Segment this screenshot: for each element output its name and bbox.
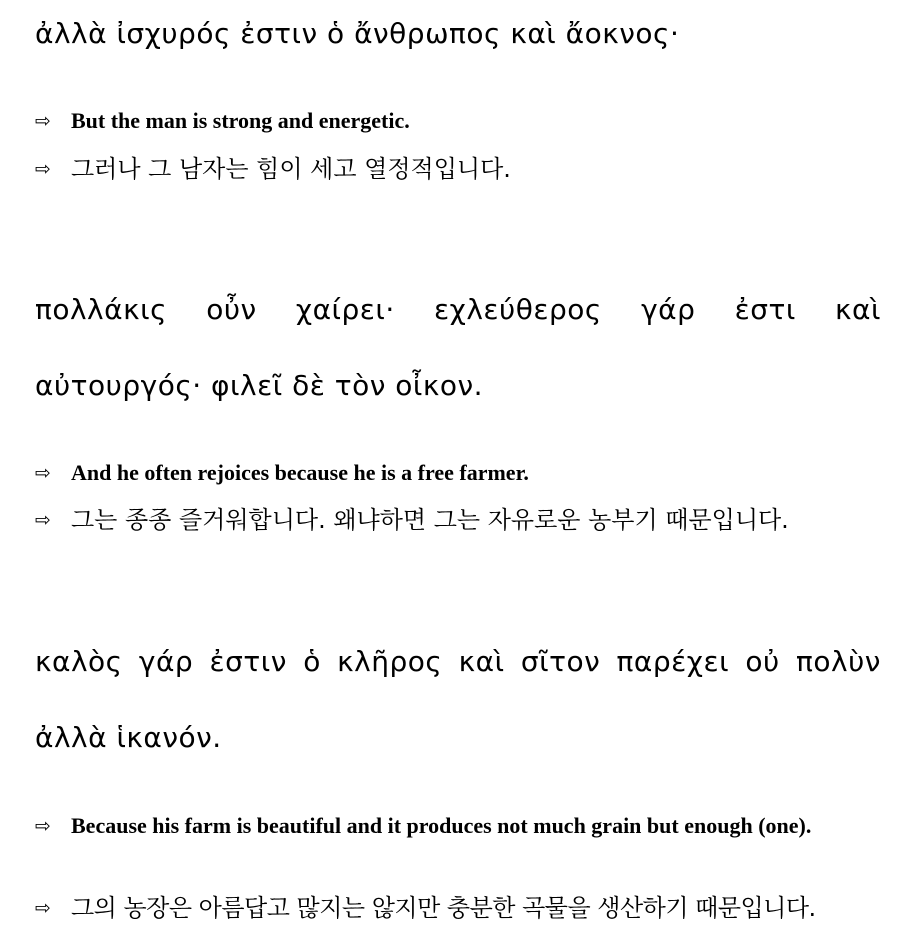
greek-word: καλὸς — [35, 645, 123, 678]
korean-translation-row — [35, 503, 885, 537]
english-translation-row — [35, 809, 885, 843]
greek-line: αὐτουργός· φιλεῖ δὲ τὸν οἶκον. — [35, 369, 484, 402]
korean-translation-row — [35, 891, 885, 925]
greek-word: οὐ — [745, 645, 780, 678]
arrow-icon: ⇨ — [35, 462, 51, 484]
greek-word: καὶ — [458, 645, 505, 678]
greek-line — [35, 644, 881, 680]
arrow-icon: ⇨ — [35, 110, 51, 132]
korean-translation-row — [35, 152, 885, 186]
greek-word: καὶ — [835, 293, 881, 326]
english-translation-row — [35, 456, 885, 490]
greek-word: γάρ — [138, 645, 194, 678]
greek-word: εχλεύθερος — [434, 293, 602, 326]
arrow-icon: ⇨ — [35, 509, 51, 531]
arrow-icon: ⇨ — [35, 815, 51, 837]
english-translation: But the man is strong and energetic. — [71, 108, 410, 133]
english-translation: And he often rejoices because he is a free farmer. — [71, 460, 529, 485]
greek-word: ὁ — [303, 645, 321, 678]
greek-word: πολὺν — [796, 645, 881, 678]
english-translation-row — [35, 104, 885, 138]
greek-word: οὖν — [206, 293, 257, 326]
greek-line — [35, 292, 881, 328]
greek-word: σῖτον — [520, 645, 601, 678]
greek-word: χαίρει· — [295, 293, 395, 326]
korean-translation: 그의 농장은 아름답고 많지는 않지만 충분한 곡물을 생산하기 때문입니다. — [71, 894, 816, 922]
arrow-icon: ⇨ — [35, 897, 51, 919]
greek-word: ἐστιν — [209, 645, 287, 678]
greek-word: πολλάκις — [35, 293, 167, 326]
greek-word: γάρ — [641, 293, 696, 326]
greek-word: παρέχει — [616, 645, 730, 678]
korean-translation: 그러나 그 남자는 힘이 세고 열정적입니다. — [71, 155, 511, 183]
english-translation: Because his farm is beautiful and it produces not much grain but enough (one). — [71, 813, 812, 838]
greek-word: κλῆρος — [337, 645, 443, 678]
korean-translation: 그는 종종 즐거워합니다. 왜냐하면 그는 자유로운 농부기 때문입니다. — [71, 506, 789, 534]
greek-line: ἀλλὰ ἱκανόν. — [35, 721, 222, 754]
greek-line: ἀλλὰ ἰσχυρός ἐστιν ὁ ἄνθρωπος καὶ ἄοκνος· — [35, 17, 680, 50]
greek-word: ἐστι — [734, 293, 796, 326]
arrow-icon: ⇨ — [35, 158, 51, 180]
